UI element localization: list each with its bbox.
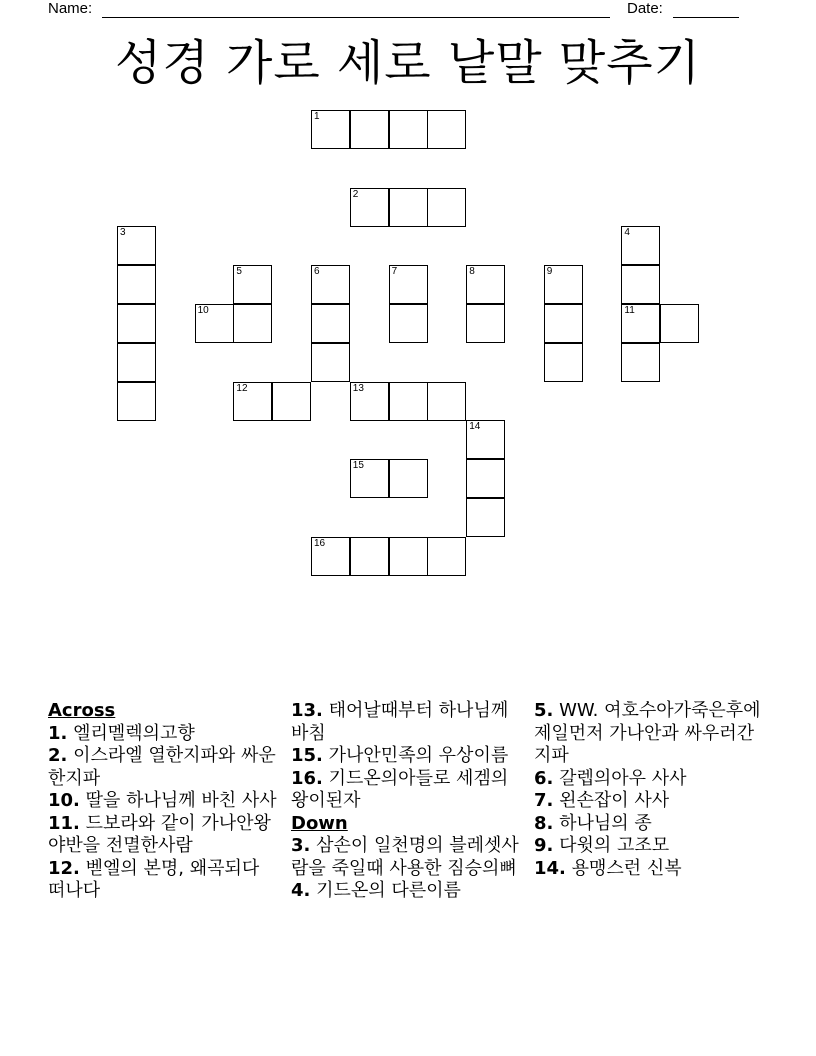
grid-cell[interactable] bbox=[427, 110, 466, 149]
clue-number: 1 bbox=[314, 111, 320, 122]
clue-number: 13 bbox=[352, 382, 364, 394]
across-heading: Across bbox=[48, 700, 116, 721]
grid-cell[interactable] bbox=[117, 226, 156, 265]
clue-number: 16 bbox=[314, 537, 326, 549]
grid-cell[interactable] bbox=[233, 304, 272, 343]
clue-item bbox=[291, 880, 523, 903]
clue-item bbox=[534, 700, 766, 768]
clue-number: 8 bbox=[469, 266, 475, 278]
clue-item-text: 기드온의아들로 세겜의왕이된자 bbox=[291, 767, 509, 811]
grid-cell[interactable] bbox=[660, 304, 699, 343]
grid-cell[interactable] bbox=[311, 110, 350, 149]
grid-cell[interactable] bbox=[117, 304, 156, 343]
grid-cell[interactable] bbox=[544, 304, 583, 343]
grid-cell[interactable] bbox=[350, 110, 389, 149]
page-title: 성경 가로 세로 낱말 맞추기 bbox=[114, 35, 702, 91]
grid-cell[interactable] bbox=[311, 343, 350, 382]
clue-item bbox=[534, 790, 766, 813]
clue-item-number: 4. bbox=[291, 880, 311, 901]
grid-cell[interactable] bbox=[350, 382, 389, 421]
clue-number: 11 bbox=[624, 305, 635, 316]
clue-item-number: 15. bbox=[291, 745, 323, 766]
grid-cell[interactable] bbox=[466, 498, 505, 537]
clue-number: 14 bbox=[469, 421, 481, 433]
clue-item-number: 1. bbox=[48, 722, 68, 744]
grid-cell[interactable] bbox=[350, 459, 389, 498]
grid-cell[interactable] bbox=[544, 343, 583, 382]
clue-item-text: 용맹스런 신복 bbox=[571, 857, 682, 879]
clue-item-text: 왼손잡이 사사 bbox=[559, 790, 670, 811]
clue-item bbox=[48, 858, 280, 903]
grid-cell[interactable] bbox=[427, 537, 466, 576]
name-label: Name: bbox=[48, 0, 93, 17]
clue-item-text: 삼손이 일천명의 블레셋사람을 죽일때 사용한 짐승의뼈 bbox=[291, 835, 519, 879]
clue-item-text: WW. 여호수아가죽은후에 제일먼저 가나안과 싸우러간 지파 bbox=[534, 700, 761, 766]
clue-item bbox=[534, 835, 766, 858]
clue-number: 10 bbox=[197, 305, 209, 316]
clue-number: 12 bbox=[236, 382, 248, 394]
clue-item bbox=[291, 835, 523, 880]
clue-item bbox=[291, 700, 523, 745]
down-clue-list-continued bbox=[534, 700, 766, 880]
clue-item-number: 10. bbox=[48, 790, 80, 811]
clues-column-3 bbox=[534, 700, 766, 880]
clue-item-number: 3. bbox=[291, 835, 311, 856]
grid-cell[interactable] bbox=[233, 382, 272, 421]
grid-cell[interactable] bbox=[389, 265, 428, 304]
clue-item-text: 가나안민족의 우상이름 bbox=[328, 745, 509, 766]
grid-cell[interactable] bbox=[311, 265, 350, 304]
grid-cell[interactable] bbox=[389, 382, 428, 421]
grid-cell[interactable] bbox=[389, 304, 428, 343]
grid-cell[interactable] bbox=[621, 343, 660, 382]
clue-number: 5 bbox=[236, 266, 242, 278]
clue-item-text: 하나님의 종 bbox=[559, 812, 652, 834]
clue-number: 6 bbox=[314, 266, 320, 278]
clue-item-number: 2. bbox=[48, 745, 68, 766]
down-heading: Down bbox=[291, 812, 348, 834]
clue-item bbox=[291, 768, 523, 813]
clue-number: 2 bbox=[352, 188, 359, 200]
grid-cell[interactable] bbox=[427, 382, 466, 421]
clue-item-text: 엘리멜렉의고향 bbox=[73, 722, 195, 744]
clue-item-text: 벧엘의 본명, 왜곡되다 떠나다 bbox=[48, 857, 260, 901]
grid-cell[interactable] bbox=[389, 110, 428, 149]
clue-number: 3 bbox=[120, 227, 126, 239]
across-clue-list-continued bbox=[291, 700, 523, 813]
clue-item-number: 5. bbox=[534, 700, 554, 721]
grid-cell[interactable] bbox=[466, 304, 505, 343]
grid-cell[interactable] bbox=[389, 459, 428, 498]
clue-item bbox=[48, 813, 280, 858]
clue-number: 15 bbox=[352, 460, 364, 472]
grid-cell[interactable] bbox=[311, 304, 350, 343]
clue-item-text: 기드온의 다른이름 bbox=[316, 880, 461, 901]
clues-column-2 bbox=[291, 700, 523, 903]
clue-item-number: 8. bbox=[534, 812, 554, 834]
grid-cell[interactable] bbox=[117, 265, 156, 304]
clue-item-number: 9. bbox=[534, 835, 554, 856]
clue-item bbox=[534, 768, 766, 791]
clue-item bbox=[48, 745, 280, 790]
clue-item-text: 이스라엘 열한지파와 싸운 한지파 bbox=[48, 745, 276, 789]
clue-item-number: 7. bbox=[534, 790, 554, 811]
clue-item-text: 드보라와 같이 가나안왕 야반을 전멸한사람 bbox=[48, 812, 271, 856]
clue-item-text: 갈렙의아우 사사 bbox=[559, 767, 687, 789]
grid-cell[interactable] bbox=[466, 420, 505, 459]
clue-item-text: 딸을 하나님께 바친 사사 bbox=[85, 790, 277, 811]
clue-item-number: 12. bbox=[48, 857, 80, 879]
grid-cell[interactable] bbox=[621, 304, 660, 343]
clue-item bbox=[48, 723, 280, 746]
clue-item-text: 다윗의 고조모 bbox=[559, 835, 670, 856]
across-clue-list bbox=[48, 723, 280, 903]
grid-cell[interactable] bbox=[389, 537, 428, 576]
clues-column-1 bbox=[48, 700, 280, 903]
date-label: Date: bbox=[627, 0, 663, 17]
clue-item-number: 16. bbox=[291, 767, 323, 789]
down-clue-list bbox=[291, 835, 523, 903]
clue-item bbox=[291, 745, 523, 768]
grid-cell[interactable] bbox=[272, 382, 311, 421]
grid-cell[interactable] bbox=[466, 459, 505, 498]
clue-number: 4 bbox=[624, 227, 630, 239]
grid-cell[interactable] bbox=[427, 188, 466, 227]
clue-number: 9 bbox=[546, 266, 553, 278]
clue-item-text: 태어날때부터 하나님께 바침 bbox=[291, 700, 509, 744]
grid-cell[interactable] bbox=[621, 226, 660, 265]
clue-item bbox=[48, 790, 280, 813]
grid-cell[interactable] bbox=[195, 304, 234, 343]
grid-cell[interactable] bbox=[233, 265, 272, 304]
grid-cell[interactable] bbox=[544, 265, 583, 304]
grid-cell[interactable] bbox=[350, 188, 389, 227]
grid-cell[interactable] bbox=[621, 265, 660, 304]
grid-cell[interactable] bbox=[117, 382, 156, 421]
clue-item-number: 13. bbox=[291, 700, 323, 721]
grid-cell[interactable] bbox=[350, 537, 389, 576]
clue-item-number: 11. bbox=[48, 812, 80, 834]
clue-number: 7 bbox=[391, 266, 398, 278]
clue-item bbox=[534, 858, 766, 881]
grid-cell[interactable] bbox=[117, 343, 156, 382]
clue-item bbox=[534, 813, 766, 836]
grid-cell[interactable] bbox=[389, 188, 428, 227]
grid-cell[interactable] bbox=[466, 265, 505, 304]
grid-cell[interactable] bbox=[311, 537, 350, 576]
clue-item-number: 6. bbox=[534, 767, 554, 789]
clue-item-number: 14. bbox=[534, 857, 566, 879]
